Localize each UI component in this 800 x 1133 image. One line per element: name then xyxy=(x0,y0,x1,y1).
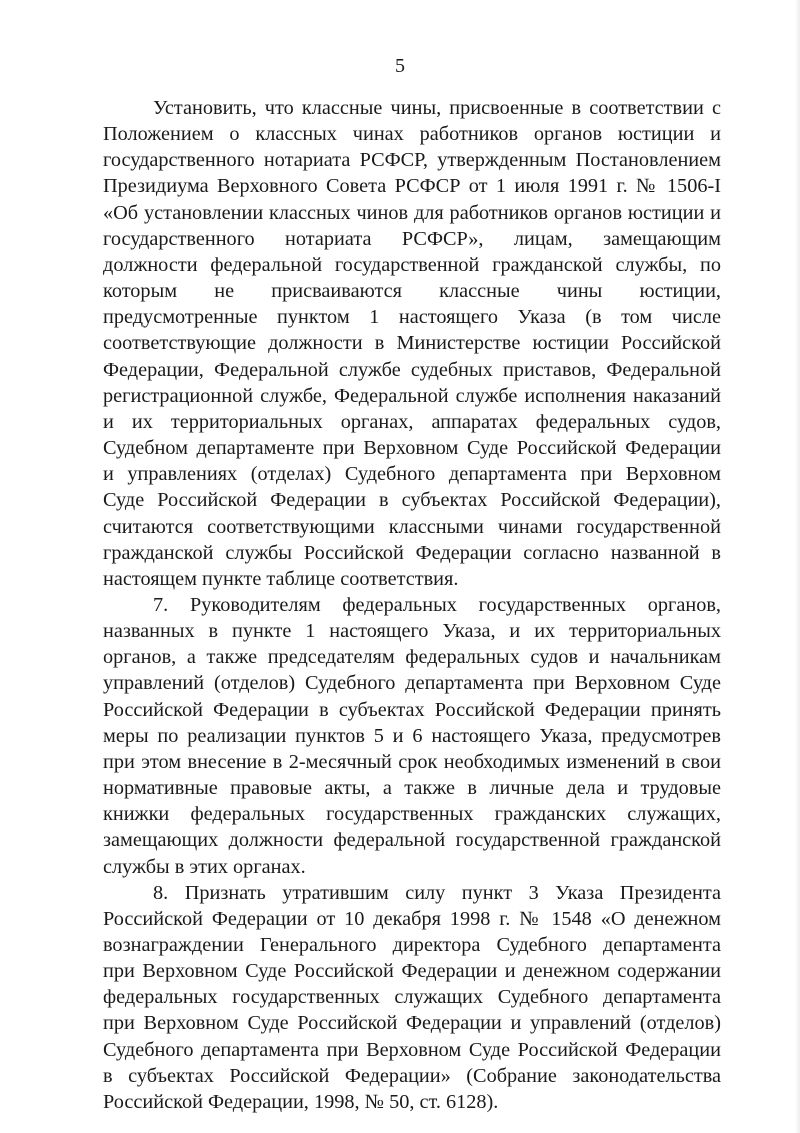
text-line: Положением о классных чинах работников органов юстиции и xyxy=(103,123,721,146)
text-line: 7. Руководителям федеральных государственных органов, xyxy=(153,593,721,616)
text-line: названных в пункте 1 настоящего Указа, и их территориальных xyxy=(103,620,721,643)
text-line: Федерации, Федеральной службе судебных приставов, Федеральной xyxy=(103,358,721,381)
text-line: государственного нотариата РСФСР, утвержденным Постановлением xyxy=(103,149,721,172)
text-line: государственного нотариата РСФСР», лицам, замещающим xyxy=(103,227,721,250)
text-line: и их территориальных органах, аппаратах федеральных судов, xyxy=(103,410,721,433)
text-line: гражданской службы Российской Федерации согласно названной в xyxy=(103,541,721,564)
text-line: Установить, что классные чины, присвоенные в соответствии с xyxy=(153,97,721,119)
text-line: службы в этих органах. xyxy=(103,855,306,878)
text-line: органов, а также председателям федеральных судов и начальникам xyxy=(103,646,721,669)
text-line: Суде Российской Федерации в субъектах Российской Федерации), xyxy=(103,489,721,512)
page-number: 5 xyxy=(395,55,405,77)
paragraph-8 xyxy=(103,880,721,1115)
text-line: нормативные правовые акты, а также в личные дела и трудовые xyxy=(103,777,721,800)
text-line: при этом внесение в 2-месячный срок необходимых изменений в свои xyxy=(103,750,721,773)
text-line: при Верховном Суде Российской Федерации и денежном содержании xyxy=(103,960,721,983)
text-line: и управлениях (отделах) Судебного департамента при Верховном xyxy=(103,463,721,486)
text-line: которым не присваиваются классные чины юстиции, xyxy=(103,280,721,303)
text-line: предусмотренные пунктом 1 настоящего Указа (в том числе xyxy=(103,306,721,329)
text-line: управлений (отделов) Судебного департамента при Верховном Суде xyxy=(103,672,721,695)
text-line: меры по реализации пунктов 5 и 6 настоящего Указа, предусмотрев xyxy=(103,724,721,747)
text-line: Российской Федерации от 10 декабря 1998 г. № 1548 «О денежном xyxy=(103,907,721,930)
text-line: Президиума Верховного Совета РСФСР от 1 июля 1991 г. № 1506-I xyxy=(103,175,721,198)
text-line: замещающих должности федеральной государственной гражданской xyxy=(103,829,721,852)
text-line: «Об установлении классных чинов для работников органов юстиции и xyxy=(103,201,721,224)
text-line: федеральных государственных служащих Судебного департамента xyxy=(103,986,721,1009)
document-body xyxy=(103,95,721,1115)
scan-edge-shadow xyxy=(795,0,800,1133)
text-line: 8. Признать утратившим силу пункт 3 Указа Президента xyxy=(153,881,721,904)
text-line: должности федеральной государственной гражданской службы, по xyxy=(103,253,721,276)
text-line: Российской Федерации в субъектах Российской Федерации принять xyxy=(103,698,721,721)
text-line: считаются соответствующими классными чинами государственной xyxy=(103,515,721,538)
text-line: вознаграждении Генерального директора Судебного департамента xyxy=(103,934,721,956)
text-line: в субъектах Российской Федерации» (Собрание законодательства xyxy=(103,1064,721,1087)
text-line: настоящем пункте таблице соответствия. xyxy=(103,567,459,590)
text-line: соответствующие должности в Министерстве юстиции Российской xyxy=(103,332,721,355)
text-line: при Верховном Суде Российской Федерации и управлений (отделов) xyxy=(103,1012,721,1035)
text-line: Судебном департаменте при Верховном Суде Российской Федерации xyxy=(103,437,721,460)
text-line: регистрационной службе, Федеральной службе исполнения наказаний xyxy=(103,384,721,407)
paragraph-7 xyxy=(103,592,721,880)
text-line: Российской Федерации, 1998, № 50, ст. 6128). xyxy=(103,1090,499,1113)
text-line: Судебного департамента при Верховном Суде Российской Федерации xyxy=(103,1038,721,1061)
text-line: книжки федеральных государственных гражданских служащих, xyxy=(103,803,721,826)
paragraph-continuation xyxy=(103,95,721,592)
